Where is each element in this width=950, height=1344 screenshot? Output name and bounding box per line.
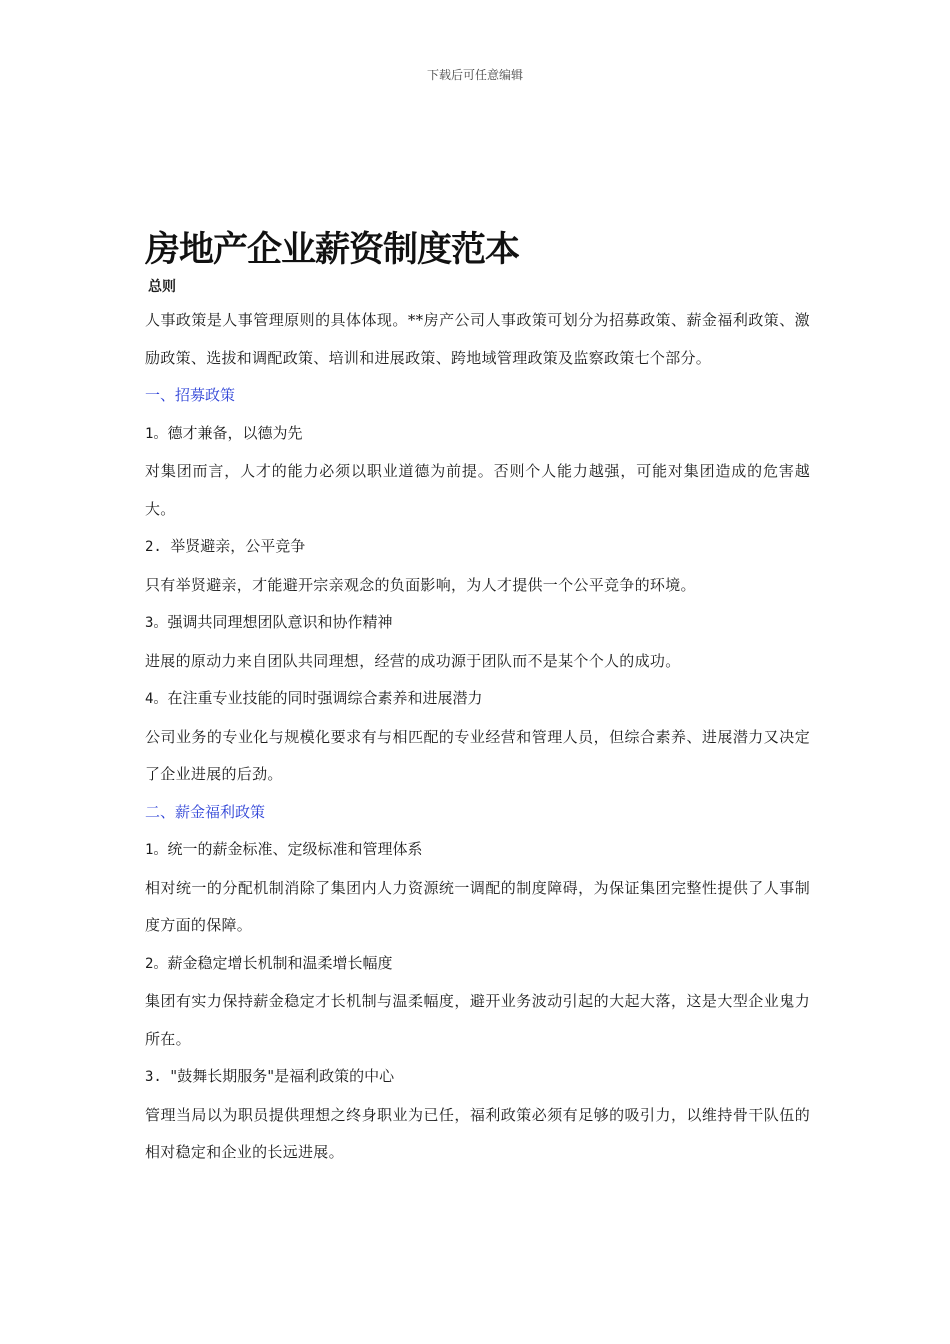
item-number: 3。: [145, 615, 168, 631]
item-number: 1。: [145, 842, 168, 858]
item-number: 2.: [145, 539, 171, 555]
section-heading-compensation: 二、薪金福利政策: [145, 802, 266, 821]
item-title: 在注重专业技能的同时强调综合素养和进展潜力: [167, 689, 483, 707]
section-label-general: 总则: [148, 279, 176, 295]
document-title: 房地产企业薪资制度范本: [145, 230, 520, 270]
item-body: 管理当局以为职员提供理想之终身职业为已任，福利政策必须有足够的吸引力，以维持骨干队伍的相对稳定和企业的长远进展。: [145, 1105, 810, 1161]
page-header-note: 下载后可任意编辑: [426, 68, 523, 82]
item-heading: [145, 831, 810, 870]
item-number: 3.: [145, 1069, 171, 1085]
item-heading: [145, 945, 810, 984]
item-number: 2。: [145, 955, 168, 972]
item-heading: [145, 1058, 810, 1097]
item-body: 只有举贤避亲，才能避开宗亲观念的负面影响，为人才提供一个公平竞争的环境。: [145, 575, 696, 594]
item-title: 强调共同理想团队意识和协作精神: [167, 613, 393, 631]
item-title: 举贤避亲，公平竞争: [170, 537, 306, 555]
item-heading: [145, 604, 810, 643]
item-number: 1。: [145, 425, 168, 442]
item-title: "鼓舞长期服务"是福利政策的中心: [170, 1067, 395, 1085]
item-heading: [145, 680, 810, 719]
item-body: 进展的原动力来自团队共同理想，经营的成功源于团队而不是某个个人的成功。: [145, 651, 681, 670]
intro-paragraph: 人事政策是人事管理原则的具体体现。**房产公司人事政策可划分为招募政策、薪金福利政策、激励政策、选拔和调配政策、培训和进展政策、跨地域管理政策及监察政策七个部分。: [145, 311, 810, 367]
item-body: 集团有实力保持薪金稳定才长机制与温柔幅度，避开业务波动引起的大起大落，这是大型企业鬼力所在。: [145, 992, 810, 1048]
section-heading-recruitment: 一、招募政策: [145, 386, 236, 404]
item-title: 德才兼备，以德为先: [167, 423, 303, 442]
item-title: 统一的薪金标准、定级标准和管理体系: [167, 840, 423, 858]
item-heading: [145, 415, 810, 454]
document-body: [145, 226, 810, 1172]
item-body: 相对统一的分配机制消除了集团内人力资源统一调配的制度障碍，为保证集团完整性提供了人事制度方面的保障。: [145, 878, 810, 934]
item-body: 对集团而言，人才的能力必须以职业道德为前提。否则个人能力越强，可能对集团造成的危害越大。: [145, 462, 810, 518]
item-body: 公司业务的专业化与规模化要求有与相匹配的专业经营和管理人员，但综合素养、进展潜力又决定了企业进展的后劲。: [145, 727, 810, 783]
item-heading: [145, 528, 810, 567]
item-title: 薪金稳定增长机制和温柔增长幅度: [167, 953, 393, 972]
item-number: 4。: [145, 691, 168, 707]
